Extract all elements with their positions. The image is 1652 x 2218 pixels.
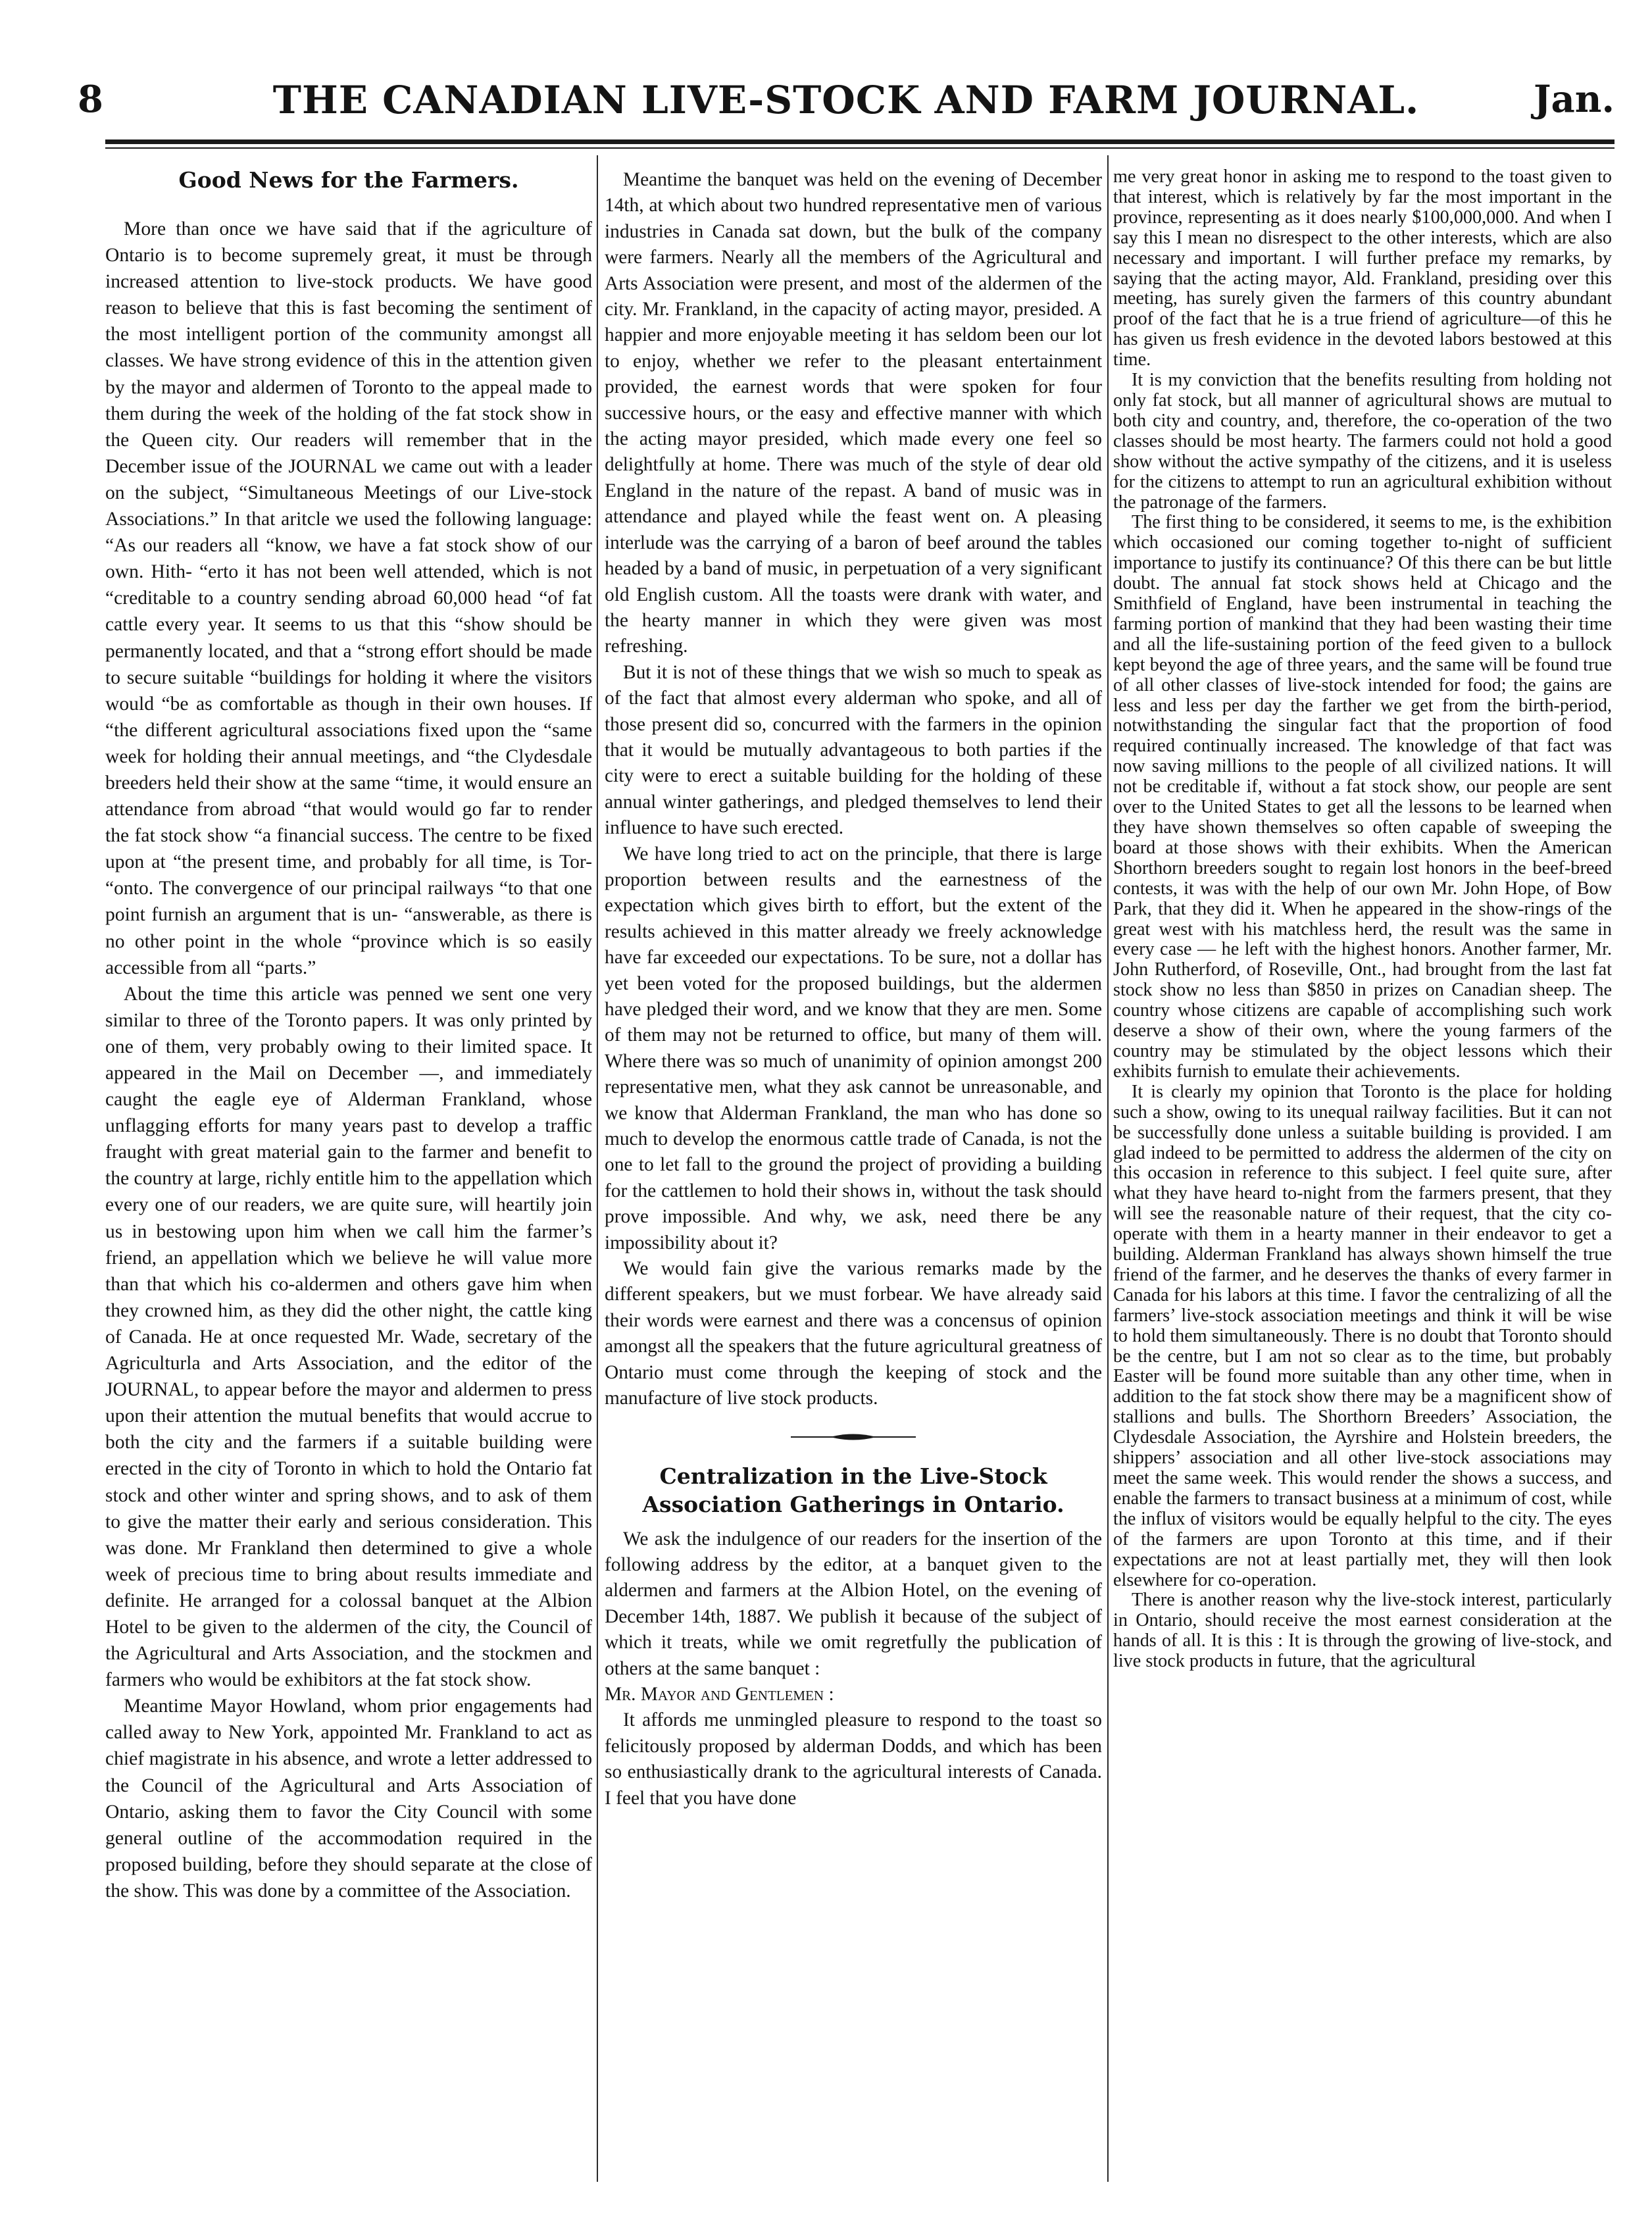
column-divider-left <box>597 155 598 2182</box>
column-divider-right <box>1107 155 1109 2182</box>
article-paragraph: We have long tried to act on the principle, that there is large proportion between results and the earnestness of the expectation which gives birth to effort, but the extent of the results achieved in this matter already we freely acknowledge have far exceeded our expectations. To be sure, not a dollar has yet been voted for the proposed buildings, but the aldermen have pledged their word, and we know that they are men. Some of them may not be returned to office, but many of them will. Where there was so much of unanimity of opinion amongst 200 representative men, what they ask cannot be unreasonable, and we know that Alderman Frankland, the man who has done so much to develop the enormous cattle trade of Canada, is not the one to let fall to the ground the project of providing a building for the cattlemen to hold their shows in, without the task should prove impossible. And why, we ask, need there be any impossibility about it? <box>605 843 1102 1253</box>
column-two <box>605 167 1102 1811</box>
article-paragraph: Meantime Mayor Howland, whom prior engagements had called away to New York, appointed Mr. Frankland to act as chief magistrate in his absence, and wrote a letter addressed to the Council of the Agricultural and Arts Association of Ontario, asking them to favor the City Council with some general outline of the accommodation required in the proposed building, before they should separate at the close of the show. This was done by a committee of the Association. <box>105 1696 592 1902</box>
address-paragraph: The first thing to be considered, it seems to me, is the exhibition which occasioned our coming together to-night of sufficient importance to justify its continuance? Of this there can be but little doubt. The annual fat stock shows held at Chicago and the Smithfield of England, have been instrumental in teaching the farming portion of mankind that they had been wasting their time and all the life-sustaining portion of the feed given to a bullock kept beyond the age of three years, and the same will be found true of all other classes of live-stock intended for food; the gains are less and less per day the farther we get from the birth-period, notwithstanding the singular fact that the proportion of food required continually increased. The knowledge of that fact was now saving millions to the people of all civilized nations. It will not be creditable if, without a fat stock show, our people are sent over to the United States to get all the lessons to be learned when they have shown themselves so often capable of sweeping the board at those shows with their exhibits. When the American Shorthorn breeders sought to regain lost honors in the beef-breed contests, it was with the help of our own Mr. John Hope, of Bow Park, that they did it. When he appeared in the show-rings of the great west with his matchless herd, the result was the same in every case — he left with the highest honors. Another farmer, Mr. John Rutherford, of Roseville, Ont., had brought from the last fat stock show no less than $850 in prizes on Canadian sheep. The country whose citizens are capable of accomplishing such work deserve a show of their own, where the young farmers of the country may be stimulated by the object lessons which their exhibits furnish to emulate their achievements. <box>1113 512 1612 1082</box>
page-number: 8 <box>78 78 103 121</box>
running-head <box>78 78 1614 130</box>
article-title-centralization: Centralization in the Live-Stock Association Gatherings in Ontario. <box>642 1463 1064 1517</box>
article-intro: We ask the indulgence of our readers for the insertion of the following address by the editor, at a banquet given to the aldermen and farmers at the Albion Hotel, on the evening of December 14th, 1887. We publish it because of the subject of which it treats, while we omit regretfully the publication of others at the same banquet : <box>605 1528 1102 1679</box>
column-three <box>1113 167 1612 1672</box>
article-paragraph: About the time this article was penned we sent one very similar to three of the Toronto papers. It was only printed by one of them, very probably owing to their limited space. It appeared in the Mail on December —, and immediately caught the eagle eye of Alderman Frankland, whose unflagging efforts for many years past to develop a traffic fraught with great material gain to the farmer and benefit to the country at large, richly entitle him to the appellation which every one of our readers, we are quite sure, will heartily join us in bestowing upon him when we call him the farmer’s friend, an appellation which we believe he will value more than that which his co-aldermen and others gave him when they crowned him, as they did the other night, the cattle king of Canada. He at once requested Mr. Wade, secretary of the Agriculturla and Arts Association, and the editor of the JOURNAL, to appear before the mayor and aldermen to press upon their attention the mutual benefits that would accrue to both the city and the farmers if a suitable building were erected in the city of Toronto in which to hold the Ontario fat stock and other winter and spring shows, and to ask of them to give the matter their early and serious consideration. This was done. Mr Frankland then determined to give a whole week of precious time to bring about results immediate and definite. He arranged for a colossal banquet at the Albion Hotel to be given to the aldermen of the city, the Council of the Agricultural and Arts Association, and the stockmen and farmers who would be exhibitors at the fat stock show. <box>105 983 592 1691</box>
issue-month: Jan. <box>1534 78 1614 121</box>
address-salutation: Mr. Mayor and Gentlemen : <box>605 1683 834 1705</box>
address-paragraph-continued: me very great honor in asking me to respond to the toast given to that interest, which is relatively by far the most important in the province, representing as it does nearly $100,000,000. And when I say this I mean no disrespect to the other interests, which are also necessary and important. I will further preface my remarks, by saying that the acting mayor, Ald. Frankland, presiding over this meeting, has surely given the farmers of this country abundant proof of the fact that he is a true friend of agriculture—of this he has given us fresh evidence in the devoted labors bestowed at this time. <box>1113 166 1612 370</box>
header-rule-thick <box>105 139 1614 144</box>
article-paragraph: We would fain give the various remarks made by the different speakers, but we must forbear. We have already said their words were earnest and there was a concensus of opinion amongst all the speakers that the future agricultural greatness of Ontario must come through the keeping of stock and the manufacture of live stock products. <box>605 1258 1102 1409</box>
article-paragraph: Meantime the banquet was held on the evening of December 14th, at which about two hundred representative men of various industries in Canada sat down, but the bulk of the company were farmers. Nearly all the members of the Agricultural and Arts Association were present, and most of the aldermen of the city. Mr. Frankland, in the capacity of acting mayor, presided. A happier and more enjoyable meeting it has seldom been our lot to enjoy, whether we refer to the pleasant entertainment provided, the earnest words that were spoken for four successive hours, or the easy and effective manner with which the acting mayor presided, which made every one feel so delightfully at home. There was much of the style of dear old England in the nature of the repast. A band of music was in attendance and played while the feast went on. A pleasing interlude was the carrying of a baron of beef around the tables headed by a band of music, in perpetuation of a very significant old English custom. All the toasts were drank with water, and the hearty manner in which they were given was most refreshing. <box>605 169 1102 657</box>
header-rule-thin <box>105 147 1614 149</box>
address-paragraph: There is another reason why the live-stock interest, particularly in Ontario, should receive the most earnest consideration at the hands of all. It is this : It is through the growing of live-stock, and live stock products in future, that the agricultural <box>1113 1590 1612 1672</box>
address-paragraph: It is clearly my opinion that Toronto is the place for holding such a show, owing to its unequal railway facilities. But it can not be successfully done unless a suitable building is provided. I am glad indeed to be permitted to address the aldermen of the city on this occasion in reference to this subject. I feel quite sure, after what they have heard to-night from the farmers present, that they will see the reasonable nature of their request, that the city co-operate with them in a hearty manner in their endeavor to get a building. Alderman Frankland has always shown himself the true friend of the farmer, and he deserves the thanks of every farmer in Canada for his labors at this time. I favor the centralizing of all the farmers’ live-stock association meetings and think it will be wise to hold them simultaneously. There is no doubt that Toronto should be the centre, but I am not so clear as to the time, but probably Easter will be found more suitable than any other time, when in addition to the fat stock show there may be a magnificent show of stallions and bulls. The Shorthorn Breeders’ Association, the Clydesdale Association, the Ayrshire and Holstein breeders, the shippers’ association and all other live-stock associations may meet the same week. This would render the shows a success, and enable the farmers to transact business at a minimum of cost, while the influx of visitors would be equally helpful to the city. The eyes of the farmers are upon Toronto at this time, and if their expectations are not at least partially met, they will then look elsewhere for co-operation. <box>1113 1081 1612 1590</box>
address-paragraph: It is my conviction that the benefits resulting from holding not only fat stock, but all manner of agricultural shows are mutual to both city and country, and, therefore, the co-operation of the two classes should be most hearty. The farmers could not hold a good show without the active sympathy of the citizens, and it is useless for the citizens to attempt to run an agricultural exhibition without the patronage of the farmers. <box>1113 370 1612 513</box>
journal-title: THE CANADIAN LIVE-STOCK AND FARM JOURNAL. <box>272 78 1420 122</box>
article-paragraph: More than once we have said that if the agriculture of Ontario is to become supremely great, it must be through increased attention to live-stock products. We have good reason to believe that this is fast becoming the sentiment of the most intelligent portion of the community amongst all classes. We have strong evidence of this in the attention given by the mayor and aldermen of Toronto to the appeal made to them during the week of the holding of the fat stock show in the Queen city. Our readers will remember that in the December issue of the JOURNAL we came out with a leader on the subject, “Simultaneous Meetings of our Live-stock Associations.” In that aritcle we used the following language: “As our readers all “know, we have a fat stock show of our own. Hith- “erto it has not been well attended, which is not “creditable to a country sending abroad 60,000 head “of fat cattle every year. It seems to us that this “show should be permanently located, and that a “strong effort should be made to secure suitable “buildings for holding it where the visitors would “be as comfortable as though in their own houses. If “the different agricultural associations fixed upon the “same week for holding their annual meetings, and “the Clydesdale breeders held their show at the same “time, it would ensure an attendance from abroad “that would would go far to render the fat stock show “a financial success. The centre to be fixed upon at “the present time, and probably for all time, is Tor- “onto. The convergence of our principal railways “to that one point furnish an argument that is un- “answerable, as there is no other point in the whole “province which is so easily accessible from all “parts.” <box>105 218 592 978</box>
article-title-good-news: Good News for the Farmers. <box>178 167 519 193</box>
address-paragraph: It affords me unmingled pleasure to respond to the toast so felicitously proposed by alderman Dodds, and which has been so enthusiastically drank to the agricultural interests of Canada. I feel that you have done <box>605 1709 1102 1809</box>
column-one <box>105 167 592 1904</box>
section-divider-ornament <box>791 1430 916 1444</box>
article-paragraph: But it is not of these things that we wish so much to speak as of the fact that almost every alderman who spoke, and all of those present did so, concurred with the farmers in the opinion that it would be mutually advantageous to both parties if the city were to erect a suitable building for the holding of these annual winter gatherings, and pledged themselves to lend their influence to have such erected. <box>605 661 1102 839</box>
